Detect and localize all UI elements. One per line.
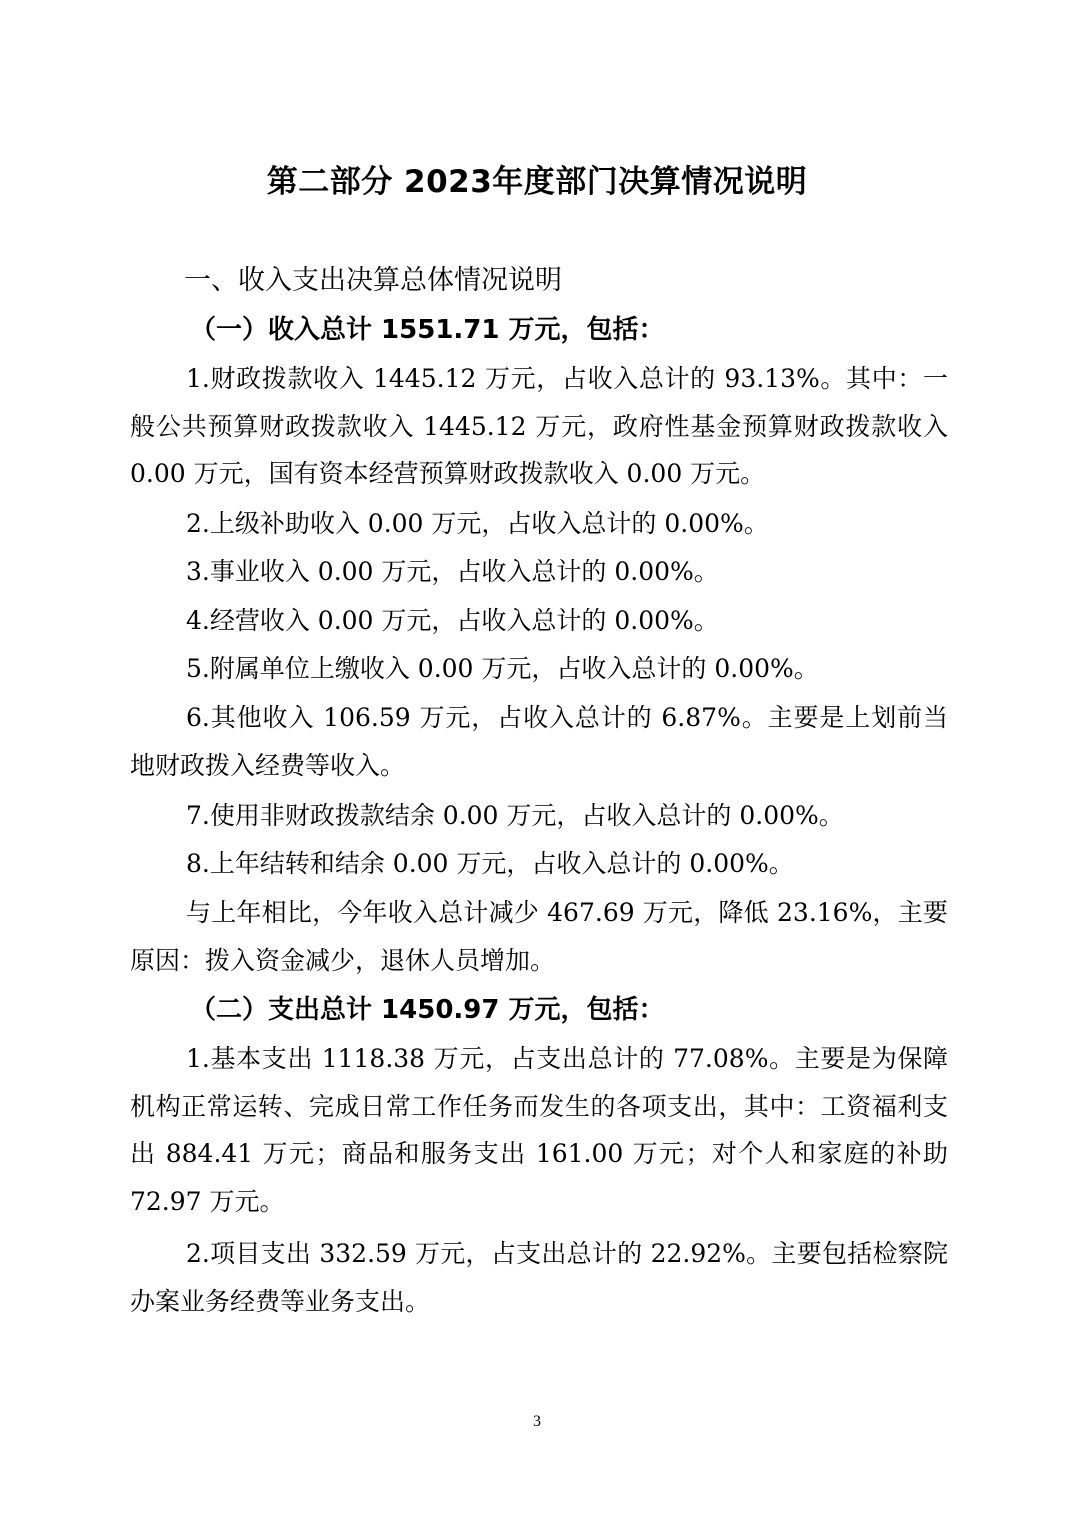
expenditure-item-project: 2.项目支出 332.59 万元，占支出总计的 22.92%。主要包括检察院办案业务经费等业务支出。: [130, 1239, 948, 1316]
expenditure-total-heading: （二）支出总计 1450.97 万元，包括：: [190, 995, 665, 1025]
page-title: 第二部分 2023年度部门决算情况说明: [266, 164, 808, 200]
income-total-heading: （一）收入总计 1551.71 万元，包括：: [190, 315, 665, 345]
income-item-carryover: 8.上年结转和结余 0.00 万元，占收入总计的 0.00%。: [186, 849, 794, 878]
income-comparison: 与上年相比，今年收入总计减少 467.69 万元，降低 23.16%，主要原因：拨入资金减少，退休人员增加。: [130, 898, 948, 975]
section-heading-income-expenditure: 一、收入支出决算总体情况说明: [184, 265, 562, 296]
income-item-business: 3.事业收入 0.00 万元，占收入总计的 0.00%。: [186, 557, 719, 586]
page-number: 3: [533, 1413, 541, 1430]
income-item-superior-subsidy: 2.上级补助收入 0.00 万元，占收入总计的 0.00%。: [186, 509, 769, 538]
income-item-other: 6.其他收入 106.59 万元，占收入总计的 6.87%。主要是上划前当地财政拨入经费等收入。: [130, 703, 948, 780]
expenditure-item-basic: 1.基本支出 1118.38 万元，占支出总计的 77.08%。主要是为保障机构正常运转、完成日常工作任务而发生的各项支出，其中：工资福利支出 884.41 万元；商品和服务支出 161.00 万元；对个人和家庭的补助 72.97 万元。: [130, 1044, 948, 1217]
income-item-affiliated-units: 5.附属单位上缴收入 0.00 万元，占收入总计的 0.00%。: [186, 654, 819, 683]
income-item-fiscal-appropriation: 1.财政拨款收入 1445.12 万元，占收入总计的 93.13%。其中：一般公共预算财政拨款收入 1445.12 万元，政府性基金预算财政拨款收入 0.00 万元，国有资本经营预算财政拨款收入 0.00 万元。: [130, 364, 948, 489]
income-item-operating: 4.经营收入 0.00 万元，占收入总计的 0.00%。: [186, 606, 719, 635]
income-item-non-fiscal-balance: 7.使用非财政拨款结余 0.00 万元，占收入总计的 0.00%。: [186, 801, 844, 830]
